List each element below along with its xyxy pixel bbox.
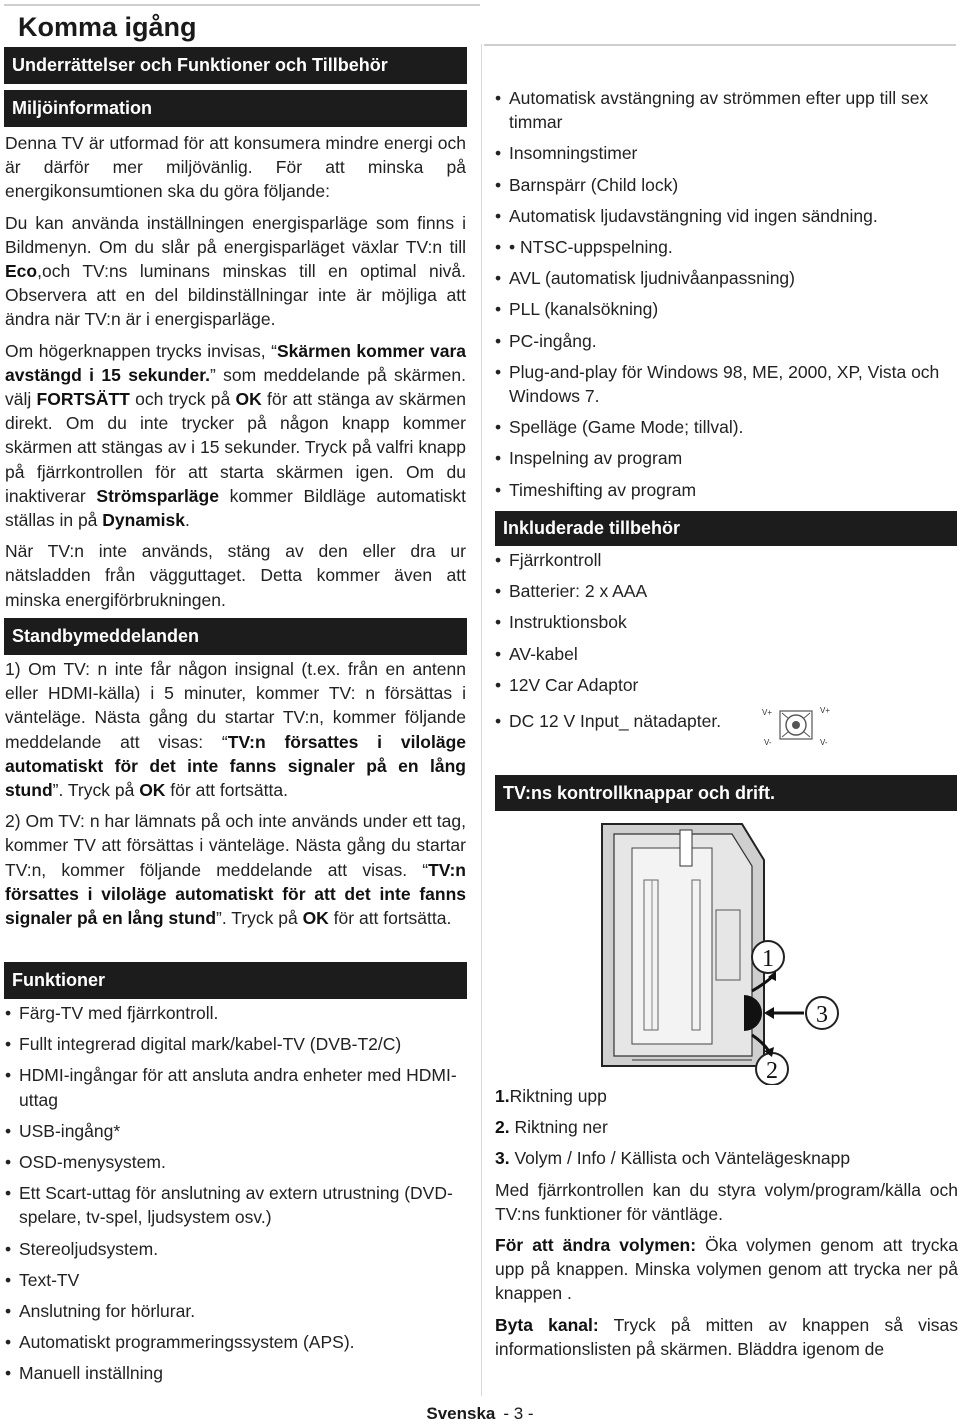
section-header-controls: TV:ns kontrollknappar och drift. <box>495 775 957 811</box>
list-item: • Färg-TV med fjärrkontroll. <box>5 1001 466 1025</box>
footer-language: Svenska <box>426 1404 496 1423</box>
features-list-continued <box>495 86 958 502</box>
features-cont-container <box>495 86 958 509</box>
page-number: - 3 - <box>503 1404 534 1423</box>
section-header-standby: Standbymeddelanden <box>4 618 467 655</box>
list-item: • PC-ingång. <box>495 329 958 353</box>
list-item: • Manuell inställning <box>5 1361 466 1385</box>
list-item: • Timeshifting av program <box>495 478 958 502</box>
controls-paragraph-channel: Byta kanal: Tryck på mitten av knappen så visas informationslisten på skärmen. Bläddra igenom de <box>495 1314 958 1359</box>
env-paragraph-2: Du kan använda inställningen energisparläge som finns i Bildmenyn. Om du slår på energisparläget växlar TV:n till Eco,och TV:ns luminans minskas till en optimal nivå. Observera att en del bildinställningar inte är möjliga att ändra när TV:n är i energisparläge. <box>5 212 466 330</box>
list-item: • HDMI-ingångar för att ansluta andra enheter med HDMI-uttag <box>5 1063 466 1111</box>
column-divider <box>481 44 482 1396</box>
section-header-accessories: Inkluderade tillbehör <box>495 511 957 546</box>
accessories-list <box>495 548 958 733</box>
list-item: • Automatisk avstängning av strömmen efter upp till sex timmar <box>495 86 958 134</box>
env-paragraph-1: Denna TV är utformad för att konsumera mindre energi och är därför mer miljövänlig. För att minska på energikonsumtionen ska du göra följande: <box>5 133 466 202</box>
features-list <box>5 1001 466 1386</box>
accessories-list-container <box>495 548 958 740</box>
controls-paragraph-volume: För att ändra volymen: Öka volymen genom att trycka upp på knappen. Minska volymen genom att trycka ner på knappen . <box>495 1235 958 1304</box>
page-title: Komma igång <box>18 12 197 42</box>
list-item: • Barnspärr (Child lock) <box>495 173 958 197</box>
control-item-3: 3. Volym / Info / Källista och Väntelägesknapp <box>495 1148 851 1169</box>
controls-text <box>495 1084 958 1368</box>
env-paragraph-4: När TV:n inte används, stäng av den eller dra ur nätsladden från vägguttaget. Detta kommer även att minska energiförbrukningen. <box>5 541 466 610</box>
standby-paragraph-2: 2) Om TV: n har lämnats på och inte används under ett tag, kommer TV att försättas i vänteläge. Nästa gång du startar TV:n, kommer följande meddelande att visas. “TV:n försattes i viloläge automatiskt för att det inte fanns signaler på en lång stund”. Tryck på OK för att fortsätta. <box>5 811 466 929</box>
list-item: • Instruktionsbok <box>495 610 958 634</box>
list-item: • Stereoljudsystem. <box>5 1237 466 1261</box>
figure-label-2: 2 <box>766 1058 778 1084</box>
list-item: • Automatisk ljudavstängning vid ingen sändning. <box>495 204 958 228</box>
environment-text <box>5 131 466 619</box>
list-item: • 12V Car Adaptor <box>495 673 958 697</box>
list-item: • OSD-menysystem. <box>5 1150 466 1174</box>
features-list-container <box>5 1001 466 1393</box>
plug-label-vplus-right: V+ <box>820 706 831 715</box>
list-item: • Ett Scart-uttag för anslutning av extern utrustning (DVD-spelare, tv-spel, ljudsystem osv.) <box>5 1181 466 1229</box>
top-rule <box>484 44 956 46</box>
list-item: • DC 12 V Input_ nätadapter. <box>495 709 958 733</box>
list-item: • Inspelning av program <box>495 446 958 470</box>
list-item: • • NTSC-uppspelning. <box>495 235 958 259</box>
dc-plug-polarity-icon <box>762 705 834 745</box>
list-item: • AV-kabel <box>495 642 958 666</box>
figure-label-3: 3 <box>816 1002 828 1028</box>
section-header-notices: Underrättelser och Funktioner och Tillbehör <box>4 47 467 84</box>
list-item: • Batterier: 2 x AAA <box>495 579 958 603</box>
plug-label-vplus-left: V+ <box>762 708 773 717</box>
list-item: • Plug-and-play för Windows 98, ME, 2000, XP, Vista och Windows 7. <box>495 360 958 408</box>
env-paragraph-3: Om högerknappen trycks invisas, “Skärmen kommer vara avstängd i 15 sekunder.” som meddelande på skärmen. välj FORTSÄTT och tryck på OK för att stänga av skärmen direkt. Om du inte trycker på någon knapp kommer skärmen att stängas av i 15 sekunder. Tryck på valfri knapp på fjärrkontrollen för att starta skärmen igen. Om du inaktiverar Strömsparläge kommer Bildläge automatiskt ställas in på Dynamisk. <box>5 340 467 531</box>
list-item: • Anslutning for hörlurar. <box>5 1299 466 1323</box>
plug-label-vminus-left: V- <box>764 738 772 745</box>
list-item: • Fjärrkontroll <box>495 548 958 572</box>
page-title-bar <box>4 4 480 44</box>
list-item: • Spelläge (Game Mode; tillval). <box>495 415 958 439</box>
standby-paragraph-1: 1) Om TV: n inte får någon insignal (t.ex. från en antenn eller HDMI-källa) i 5 minuter, kommer TV: n försättas i vänteläge. Nästa gång du startar TV:n, kommer följande meddelande att visas: “TV:n försattes i viloläge automatiskt för det inte fanns signaler på en lång stund”. Tryck på OK för att fortsätta. <box>5 659 466 801</box>
list-item: • USB-ingång* <box>5 1119 466 1143</box>
standby-text <box>5 657 466 937</box>
plug-label-vminus-right: V- <box>820 738 828 745</box>
control-button-diagram <box>730 935 850 1085</box>
controls-paragraph-1: Med fjärrkontrollen kan du styra volym/program/källa och TV:ns funktioner för väntläge. <box>495 1179 958 1224</box>
list-item: • PLL (kanalsökning) <box>495 297 958 321</box>
control-item-2: 2. Riktning ner <box>495 1117 608 1138</box>
list-item: • Fullt integrerad digital mark/kabel-TV (DVB-T2/C) <box>5 1032 466 1056</box>
page-footer <box>0 1404 960 1424</box>
list-item: • AVL (automatisk ljudnivåanpassning) <box>495 266 958 290</box>
list-item: • Text-TV <box>5 1268 466 1292</box>
list-item: • Insomningstimer <box>495 141 958 165</box>
list-item: • Automatiskt programmeringssystem (APS). <box>5 1330 466 1354</box>
figure-label-1: 1 <box>762 946 774 972</box>
control-item-1: 1.Riktning upp <box>495 1086 607 1106</box>
section-header-features: Funktioner <box>4 962 467 999</box>
section-header-environment: Miljöinformation <box>4 90 467 127</box>
